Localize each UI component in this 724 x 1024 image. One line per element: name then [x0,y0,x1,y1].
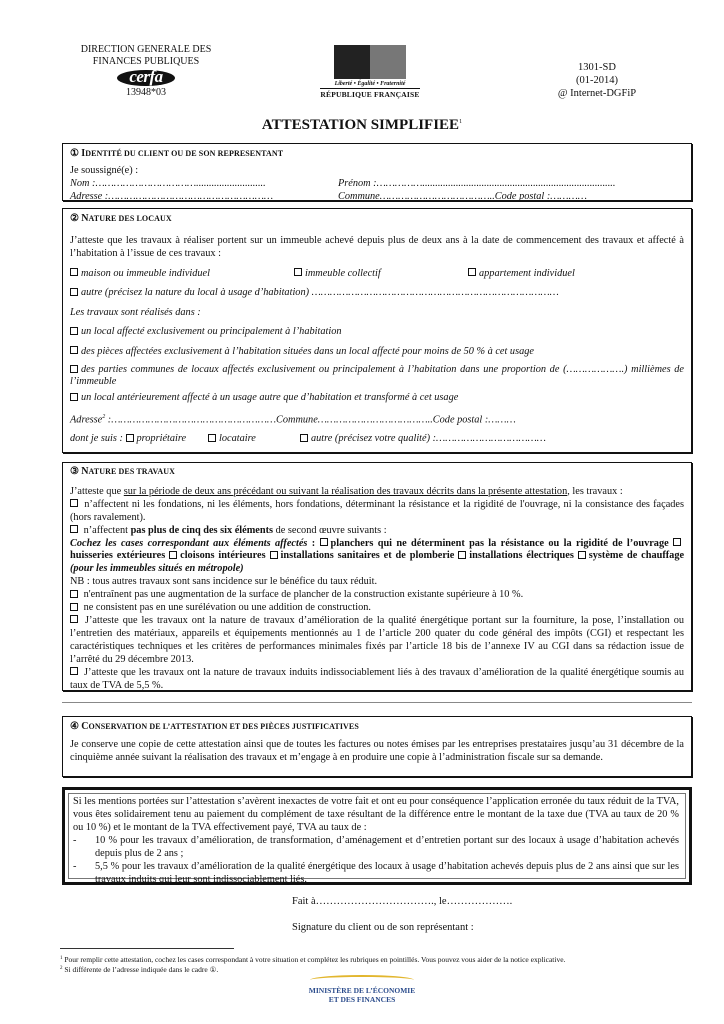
adresse-field[interactable]: Adresse :……………………………………………… [70,191,274,202]
republic-motto: Liberté • Égalité • Fraternité [334,81,406,87]
republic-name: RÉPUBLIQUE FRANÇAISE [320,90,420,99]
checkbox[interactable] [126,434,134,442]
ministry-line-1: MINISTÈRE DE L’ÉCONOMIE [308,986,416,995]
premise-type-options [70,267,684,280]
induced-works-attestation[interactable]: J’atteste que les travaux ont la nature de travaux induits indissociablement liés à des travaux d’amélioration de la qualité énergétique soumis au taux de TVA de 5,5 %. [70,666,684,691]
checkbox[interactable] [70,667,78,675]
status-options [70,432,684,445]
option-autre[interactable]: autre (précisez la nature du local à usage d’habitation) ……………………………………………………………………… [70,286,684,299]
checkbox[interactable] [70,603,78,611]
works-address-field[interactable]: Adresse$^2$ :………………………………………………Commune………………………………..Code postal :……… [70,413,516,425]
prenom-field[interactable]: Prénom :……………........................................................................... [338,178,616,189]
conservation-text: Je conserve une copie de cette attestation ainsi que de toutes les factures ou notes émises par les entreprises prestataires jusqu’au 31 décembre de la cinquième année suivant la réalisation des travaux et m’engage à en produire une copie à l’administration fiscale sur sa demande. [70,739,684,763]
warning-bullet: - 5,5 % pour les travaux d’amélioration de la qualité énergétique des locaux à usage d’habitation achevés depuis plus de 2 ans ainsi que sur les travaux induits qui leur sont indissociablement liés. [73,861,679,885]
signature-label: Signature du client ou de son représentant : [292,922,474,933]
republique-francaise-logo [320,45,420,99]
checkbox[interactable] [468,268,476,276]
option-locataire[interactable]: locataire [219,433,256,445]
checkbox[interactable] [70,288,78,296]
form-date: (01-2014) [576,75,618,86]
realised-in-label: Les travaux sont réalisés dans : [70,306,201,318]
checkbox[interactable] [70,590,78,598]
option-proprietaire[interactable]: propriétaire [136,433,187,445]
checkbox[interactable] [70,499,78,507]
page-title [0,117,724,134]
works-condition[interactable]: ne consistent pas en une surélévation ou une addition de construction. [70,602,684,615]
ministry-line-2: ET DES FINANCES [328,995,396,1004]
section-identity [62,143,692,201]
option-appartement[interactable]: appartement individuel [468,267,575,280]
section-works [62,462,692,691]
footnote-1: $^1$ Pour remplir cette attestation, cochez les cases correspondant à votre situation et complétez les rubriques en pointillés. Vous pouvez vous aider de la notice explicative. [60,955,566,964]
section-premises [62,208,692,453]
checkbox[interactable] [673,538,681,546]
commune-codepostal-field[interactable]: Commune………………………………..Code postal :………… [338,191,587,202]
ministry-logo [302,975,422,1004]
checkbox[interactable] [208,434,216,442]
section-title: ① IDENTITÉ DU CLIENT OU DE SON REPRESENTANT [70,148,284,159]
checkbox[interactable] [70,365,78,373]
footnote-2: $^2$ Si différente de l’adresse indiquée dans le cadre ①. [60,965,219,974]
divider [62,702,692,703]
footnote-divider [60,948,234,949]
checkbox[interactable] [578,551,586,559]
checkbox[interactable] [70,268,78,276]
section-title: ③ NATURE DES TRAVAUX [70,466,175,477]
org-line-1: DIRECTION GENERALE DES [80,44,212,55]
cerfa-number: 13948*03 [126,87,166,98]
warning-bullet: - 10 % pour les travaux d’amélioration, de transformation, d’aménagement et d’entretien portant sur des locaux à usage d’habitation achevés depuis plus de 2 ans ; [73,835,679,859]
checkbox[interactable] [294,268,302,276]
form-code: 1301-SD [578,62,616,73]
checkbox[interactable] [70,346,78,354]
option-autre-qualite[interactable]: autre (précisez votre qualité) :……………………………… [311,433,546,445]
location-option[interactable]: un local antérieurement affecté à un usage autre que d’habitation et transformé à cet usage [70,391,684,404]
place-date-field[interactable]: Fait à……………………………., le………………. [292,896,513,907]
header-organization [62,44,230,99]
works-condition[interactable]: n’affectent ni les fondations, ni les éléments, hors fondations, déterminant la résistance et la rigidité de l'ouvrage, ni la consistance des façades (hors ravalement). [70,498,684,523]
location-option[interactable]: des pièces affectées exclusivement à l’habitation situées dans un local affecté pour moins de 50 % à cet usage [70,345,684,358]
marianne-icon [320,45,420,79]
affected-elements: Cochez les cases correspondant aux éléments affectés : planchers qui ne déterminent pas la résistance ou la rigidité de l’ouvrage huisseries extérieures cloisons intérieures installations sanitaires et de plomberie installations électriques système de chauffage (pour les immeubles situés en métropole) [70,537,685,575]
checkbox[interactable] [70,327,78,335]
title-footnote-ref: 1 [459,119,463,125]
form-reference [545,61,649,100]
arc-icon [310,975,414,985]
checkbox[interactable] [169,551,177,559]
status-label: dont je suis : [70,433,123,445]
warning-text: Si les mentions portées sur l’attestation s’avèrent inexactes de votre fait et ont eu pour conséquence l’application erronée du taux réduit de la TVA, vous êtes solidairement tenu au paiement du complément de taxe résultant de la différence entre le montant de la taxe due (TVA au taux de 20 % ou 10 %) et le montant de la TVA effectivement payé, TVA au taux de : [73,796,679,833]
org-line-2: FINANCES PUBLIQUES [92,56,200,67]
option-maison[interactable]: maison ou immeuble individuel [70,267,294,280]
checkbox[interactable] [70,525,78,533]
option-immeuble-collectif[interactable]: immeuble collectif [294,267,468,280]
location-option[interactable]: des parties communes de locaux affectés exclusivement ou principalement à l’habitation dans une proportion de (……………….) millièmes de l’immeuble [70,364,684,387]
checkbox[interactable] [458,551,466,559]
location-option[interactable]: un local affecté exclusivement ou principalement à l’habitation [70,325,684,338]
intro: Je soussigné(e) : [70,165,139,176]
works-condition[interactable]: n'entraînent pas une augmentation de la surface de plancher de la construction existante supérieure à 10 %. [70,589,684,602]
works-condition[interactable]: n’affectent pas plus de cinq des six éléments de second œuvre suivants : [70,525,684,538]
title-text: ATTESTATION SIMPLIFIEE [261,117,460,133]
section-title: ② NATURE DES LOCAUX [70,213,172,224]
checkbox[interactable] [300,434,308,442]
cerfa-logo: cerfa [117,70,174,86]
nb-note: NB : tous autres travaux sont sans incidence sur le bénéfice du taux réduit. [70,576,378,588]
checkbox[interactable] [320,538,328,546]
section-title: ④ CONSERVATION DE L’ATTESTATION ET DES PIÈCES JUSTIFICATIVES [70,721,359,732]
section-conservation [62,716,692,777]
checkbox[interactable] [70,615,78,623]
checkbox[interactable] [270,551,278,559]
checkbox[interactable] [70,393,78,401]
intro: J’atteste que les travaux à réaliser portent sur un immeuble achevé depuis plus de deux ans à la date de commencement des travaux et affecté à l’habitation à l’issue de ces travaux : [70,235,684,259]
nom-field[interactable]: Nom :……………………………........................... [70,178,266,189]
warning-box [62,787,692,885]
intro: J’atteste que sur la période de deux ans précédant ou suivant la réalisation des travaux décrits dans la présente attestation, les travaux : [70,485,623,497]
energy-improvement-attestation[interactable]: J’atteste que les travaux ont la nature de travaux d’amélioration de la qualité énergétique portant sur la fourniture, la pose, l’installation ou l’entretien des matériaux, appareils et équipements mentionnés au 1 de l’article 200 quater du code général des impôts (CGI) et respectant les caractéristiques techniques et les critères de performances minimales fixés par l’article 18 bis de l’annexe IV au CGI dans sa rédaction issue de l’arrêté du 29 décembre 2013. [70,614,684,665]
form-source: @ Internet-DGFiP [557,88,637,99]
